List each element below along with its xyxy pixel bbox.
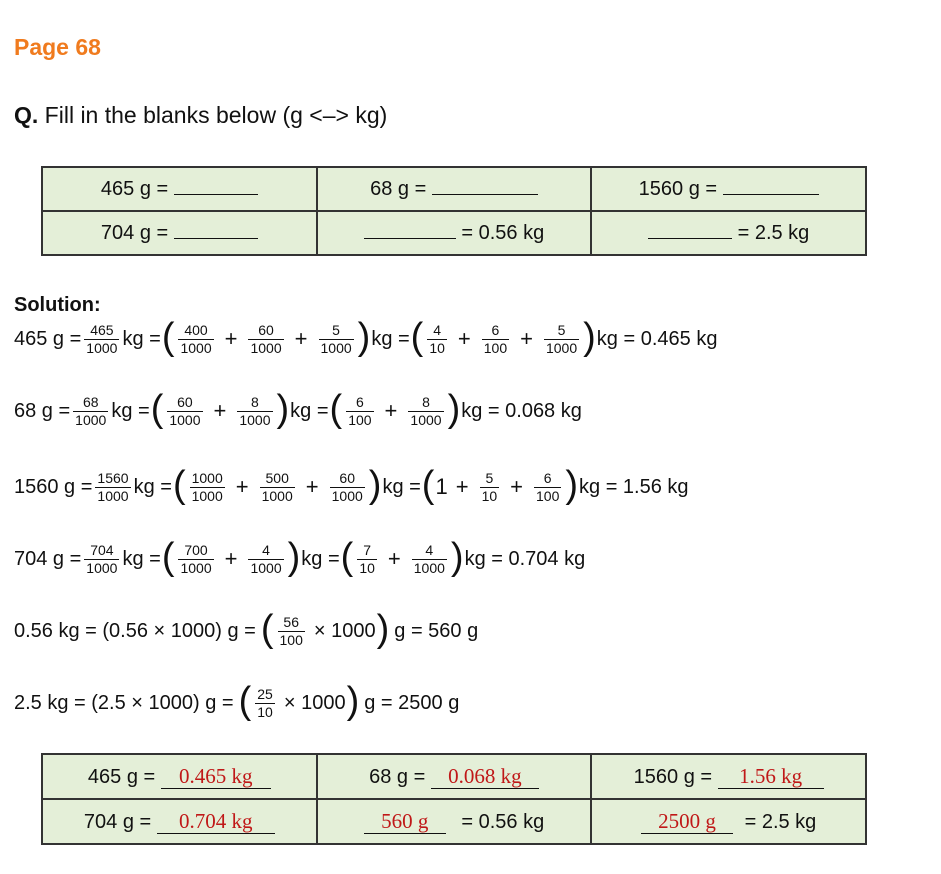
blank-line (648, 237, 732, 239)
fraction: $\frac{700}{1000}$ (180, 541, 212, 576)
equation-704g (14, 536, 586, 578)
fraction: $\frac{8}{1000}$ (239, 393, 271, 428)
blank-line (432, 193, 538, 195)
plus-sign: + (387, 546, 401, 571)
eq-kg: kg = (290, 399, 329, 422)
plus-sign: + (384, 398, 398, 423)
eq-lhs: 1560 g = (14, 475, 93, 498)
fraction: $\frac{1560}{1000}$ (97, 469, 129, 504)
paren-open: ( (410, 316, 424, 358)
fraction: $\frac{4}{1000}$ (413, 541, 445, 576)
answer-cell (591, 754, 866, 799)
paren-close: ) (357, 316, 371, 358)
question-label: Q. (14, 102, 39, 128)
fraction: $\frac{68}{1000}$ (75, 393, 107, 428)
fraction: $\frac{4}{10}$ (429, 321, 445, 356)
plus-sign: + (294, 326, 308, 351)
answer-label: 68 g = (369, 766, 426, 788)
blank-table (41, 166, 867, 256)
answer-table (41, 753, 867, 845)
answer-label: 704 g = (83, 811, 152, 833)
blank-cell (317, 211, 592, 255)
eq-kg: kg = (122, 327, 161, 350)
page-title: Page 68 (14, 34, 101, 60)
paren-close: ) (346, 680, 360, 722)
fraction: $\frac{8}{1000}$ (410, 393, 442, 428)
equation-465g (14, 316, 718, 358)
equation-68g (14, 388, 582, 430)
plus-sign: + (224, 326, 238, 351)
blank-cell (591, 167, 866, 211)
eq-lhs: 68 g = (14, 399, 71, 422)
eq-lhs: 0.56 kg = (0.56 × 1000) g = (14, 619, 256, 642)
answer-label: = 0.56 kg (461, 811, 545, 833)
fraction: $\frac{465}{1000}$ (86, 321, 118, 356)
plus-sign: + (305, 474, 319, 499)
plus-sign: + (520, 326, 533, 351)
eq-result: g = 560 g (394, 619, 479, 642)
answer-cell (317, 799, 592, 844)
blank-line (174, 193, 258, 195)
paren-close: ) (565, 464, 579, 506)
answer-cell (42, 754, 317, 799)
fraction: $\frac{60}{1000}$ (331, 469, 363, 504)
paren-open: ( (340, 536, 354, 578)
fraction: $\frac{6}{100}$ (536, 469, 560, 504)
fraction: $\frac{7}{10}$ (359, 541, 375, 576)
answer-value: 0.704 kg (157, 809, 275, 834)
fraction: $\frac{4}{1000}$ (250, 541, 282, 576)
blank-label: 1560 g = (638, 177, 718, 200)
eq-result: g = 2500 g (364, 691, 460, 714)
eq-result: kg = 0.068 kg (461, 399, 582, 422)
fraction: $\frac{25}{10}$ (257, 685, 273, 720)
paren-close: ) (450, 536, 464, 578)
fraction: $\frac{500}{1000}$ (261, 469, 293, 504)
paren-open: ( (161, 536, 175, 578)
fraction: $\frac{56}{100}$ (279, 613, 303, 648)
plus-sign: + (510, 474, 523, 499)
question-text: Fill in the blanks below (g <–> kg) (44, 102, 388, 128)
answer-value: 0.465 kg (161, 764, 271, 789)
paren-open: ( (329, 388, 343, 430)
eq-kg: kg = (111, 399, 150, 422)
paren-close: ) (376, 608, 390, 650)
plus-sign: + (224, 546, 238, 571)
fraction: $\frac{60}{1000}$ (169, 393, 201, 428)
blank-cell (42, 211, 317, 255)
equation-2-5kg (14, 680, 460, 722)
fraction: $\frac{6}{100}$ (483, 321, 508, 356)
eq-lhs: 704 g = (14, 547, 82, 570)
answer-label: 465 g = (87, 766, 156, 788)
blank-line (364, 237, 456, 239)
eq-lhs: 2.5 kg = (2.5 × 1000) g = (14, 691, 234, 714)
answer-label: 1560 g = (633, 766, 713, 788)
fraction: $\frac{5}{10}$ (481, 469, 498, 504)
fraction: $\frac{704}{1000}$ (86, 541, 118, 576)
paren-open: ( (238, 680, 252, 722)
blank-line (174, 237, 258, 239)
paren-open: ( (150, 388, 164, 430)
fraction: $\frac{60}{1000}$ (250, 321, 282, 356)
blank-cell (591, 211, 866, 255)
blank-label: 68 g = (370, 177, 427, 200)
paren-close: ) (276, 388, 290, 430)
eq-kg: kg = (371, 327, 410, 350)
blank-label: = 2.5 kg (737, 221, 810, 244)
fraction: $\frac{5}{1000}$ (545, 321, 578, 356)
paren-open: ( (260, 608, 274, 650)
answer-label: = 2.5 kg (744, 811, 817, 833)
blank-cell (42, 167, 317, 211)
answer-value: 0.068 kg (431, 764, 539, 789)
eq-kg: kg = (133, 475, 172, 498)
equation-0-56kg (14, 608, 479, 650)
paren-open: ( (161, 316, 175, 358)
solution-label: Solution: (14, 294, 101, 316)
blank-label: 465 g = (100, 177, 169, 200)
paren-open: ( (172, 464, 186, 506)
eq-kg: kg = (382, 475, 421, 498)
paren-open: ( (421, 464, 435, 506)
eq-lhs: 465 g = (14, 327, 82, 350)
equation-1560g (14, 464, 689, 506)
fraction: $\frac{6}{100}$ (348, 393, 372, 428)
paren-close: ) (583, 316, 596, 358)
paren-close: ) (447, 388, 461, 430)
answer-value: 560 g (364, 809, 446, 834)
plus-sign: + (457, 326, 471, 351)
answer-value: 1.56 kg (718, 764, 824, 789)
answer-cell (317, 754, 592, 799)
plus-sign: + (213, 398, 227, 423)
fraction: $\frac{1000}{1000}$ (191, 469, 223, 504)
blank-cell (317, 167, 592, 211)
answer-value: 2500 g (641, 809, 733, 834)
eq-kg: kg = (301, 547, 340, 570)
blank-line (723, 193, 819, 195)
fraction: $\frac{5}{1000}$ (320, 321, 352, 356)
eq-result: kg = 0.465 kg (596, 327, 718, 350)
plus-sign: + (455, 474, 469, 499)
answer-cell (42, 799, 317, 844)
eq-result: kg = 0.704 kg (464, 547, 586, 570)
eq-times: × 1000 (313, 619, 376, 642)
plus-sign: + (235, 474, 249, 499)
eq-one: 1 (435, 474, 448, 499)
answer-cell (591, 799, 866, 844)
paren-close: ) (287, 536, 301, 578)
eq-kg: kg = (122, 547, 161, 570)
paren-close: ) (368, 464, 382, 506)
eq-times: × 1000 (283, 691, 346, 714)
blank-label: = 0.56 kg (461, 221, 545, 244)
fraction: $\frac{400}{1000}$ (180, 321, 212, 356)
blank-label: 704 g = (100, 221, 169, 244)
question (14, 102, 387, 129)
eq-result: kg = 1.56 kg (579, 475, 689, 498)
